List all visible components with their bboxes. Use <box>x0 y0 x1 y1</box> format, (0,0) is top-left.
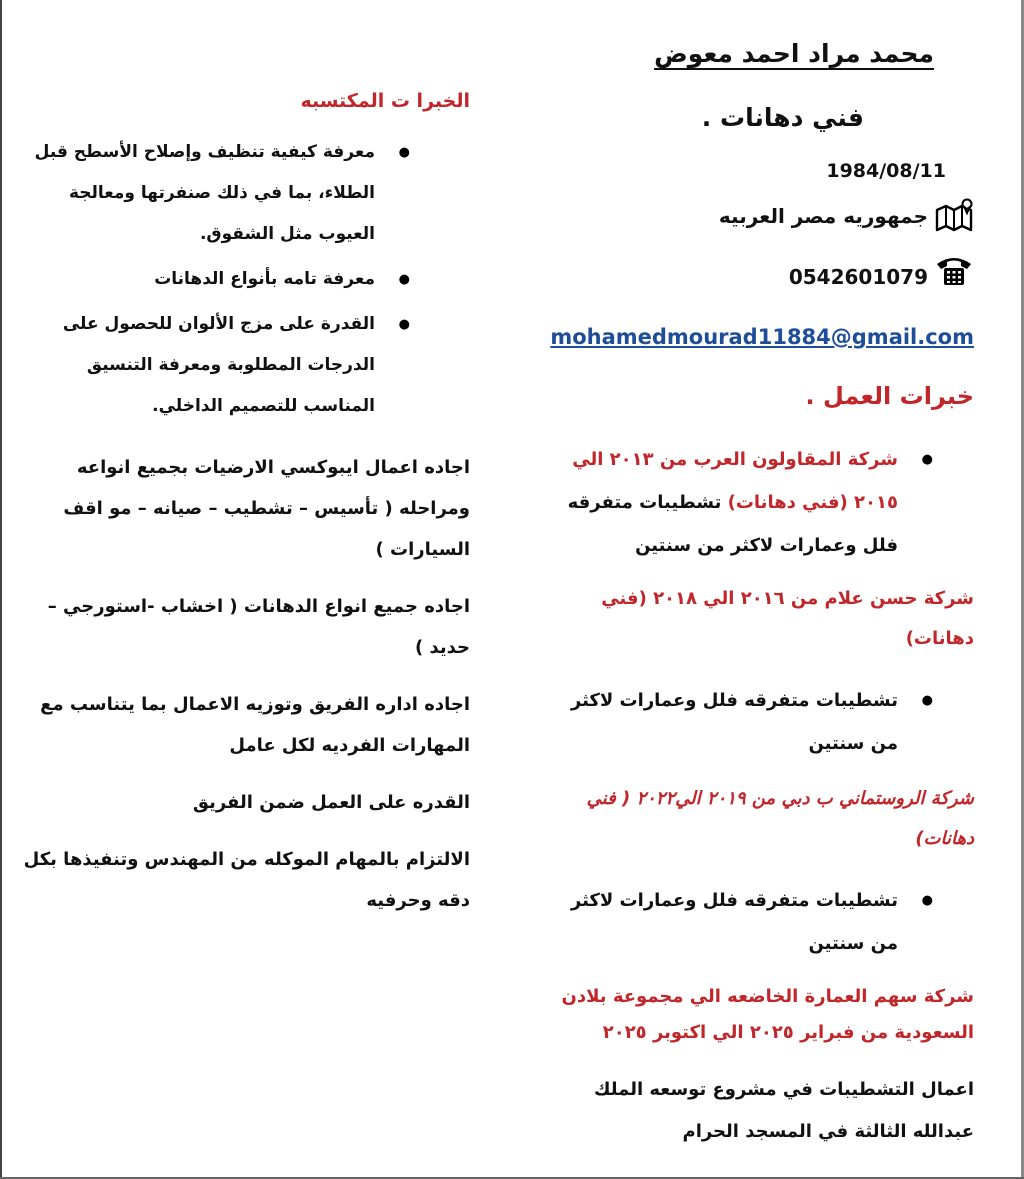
skills-list <box>18 132 375 427</box>
skill-paint-types: اجاده جميع انواع الدهانات ( اخشاب -استورجي – حديد ) <box>47 596 470 658</box>
job4-desc: اعمال التشطيبات في مشروع توسعه الملك عبدالله الثالثة في المسجد الحرام <box>594 1079 974 1142</box>
job1-period: ٢٠١٥ <box>854 492 898 513</box>
skill-epoxy: اجاده اعمال ايبوكسي الارضيات بجميع انواعه ومراحله ( تأسيس – تشطيب – صيانه – مو اقف السيارات ) <box>63 457 470 560</box>
phone-icon <box>934 252 974 288</box>
job3-desc: ● تشطيبات متفرقه فلل وعمارات لاكثر من سنتين <box>544 879 898 965</box>
job3-list <box>544 879 898 965</box>
personal-and-work-column <box>544 30 974 1153</box>
job1-desc-1: تشطيبات متفرقه <box>567 492 722 513</box>
job4-title: شركة سهم العمارة الخاضعه الي مجموعة بلادن السعودية من فبراير ٢٠٢٥ الي اكتوبر ٢٠٢٥ <box>561 986 974 1043</box>
job1-desc-2: فلل وعمارات لاكثر من سنتين <box>635 535 898 556</box>
job1-item <box>544 438 898 567</box>
job3-title: شركة الروستماني ب دبي من ٢٠١٩ الي٢٠٢٢ ( فني دهانات) <box>586 788 974 849</box>
email-link[interactable]: mohamedmourad11884@gmail.com <box>550 325 974 349</box>
job1-role: (فني دهانات) <box>727 492 848 513</box>
skill-team-management: اجاده اداره الفريق وتوزيه الاعمال بما يتناسب مع المهارات الفرديه لكل عامل <box>40 694 470 756</box>
job-title: فني دهانات . <box>701 103 864 132</box>
skill-teamwork: القدره على العمل ضمن الفريق <box>192 792 470 813</box>
skill-commitment: الالتزام بالمهام الموكله من المهندس وتنفيذها بكل دقه وحرفيه <box>23 849 470 911</box>
map-icon <box>934 198 974 234</box>
job1-company: شركة المقاولون العرب من ٢٠١٣ الي <box>572 449 898 470</box>
job2-list <box>544 679 898 765</box>
country: جمهوريه مصر العربيه <box>718 204 928 228</box>
page-left-border <box>0 0 2 1179</box>
phone-number: 0542601079 <box>788 265 928 289</box>
job1-list <box>544 438 898 567</box>
country-row <box>544 198 974 234</box>
birth-date: 1984/08/11 <box>826 160 946 182</box>
work-experience-heading: خبرات العمل . <box>805 382 974 410</box>
skill-item: ● معرفة كيفية تنظيف وإصلاح الأسطح قبل الطلاء، بما في ذلك صنفرتها ومعالجة العيوب مثل الشقوق. <box>18 132 375 255</box>
person-name: محمد مراد احمد معوض <box>654 39 934 68</box>
job2-title: شركة حسن علام من ٢٠١٦ الي ٢٠١٨ (فني دهانات) <box>601 588 974 649</box>
phone-row <box>544 246 974 294</box>
skill-item: ● القدرة على مزج الألوان للحصول على الدرجات المطلوبة ومعرفة التنسيق المناسب للتصميم الداخلي. <box>18 304 375 427</box>
skill-item: ● معرفة تامه بأنواع الدهانات <box>18 259 375 300</box>
skills-heading: الخبرا ت المكتسبه <box>300 90 470 112</box>
job2-desc: ● تشطيبات متفرقه فلل وعمارات لاكثر من سنتين <box>544 679 898 765</box>
skills-column <box>18 84 470 921</box>
